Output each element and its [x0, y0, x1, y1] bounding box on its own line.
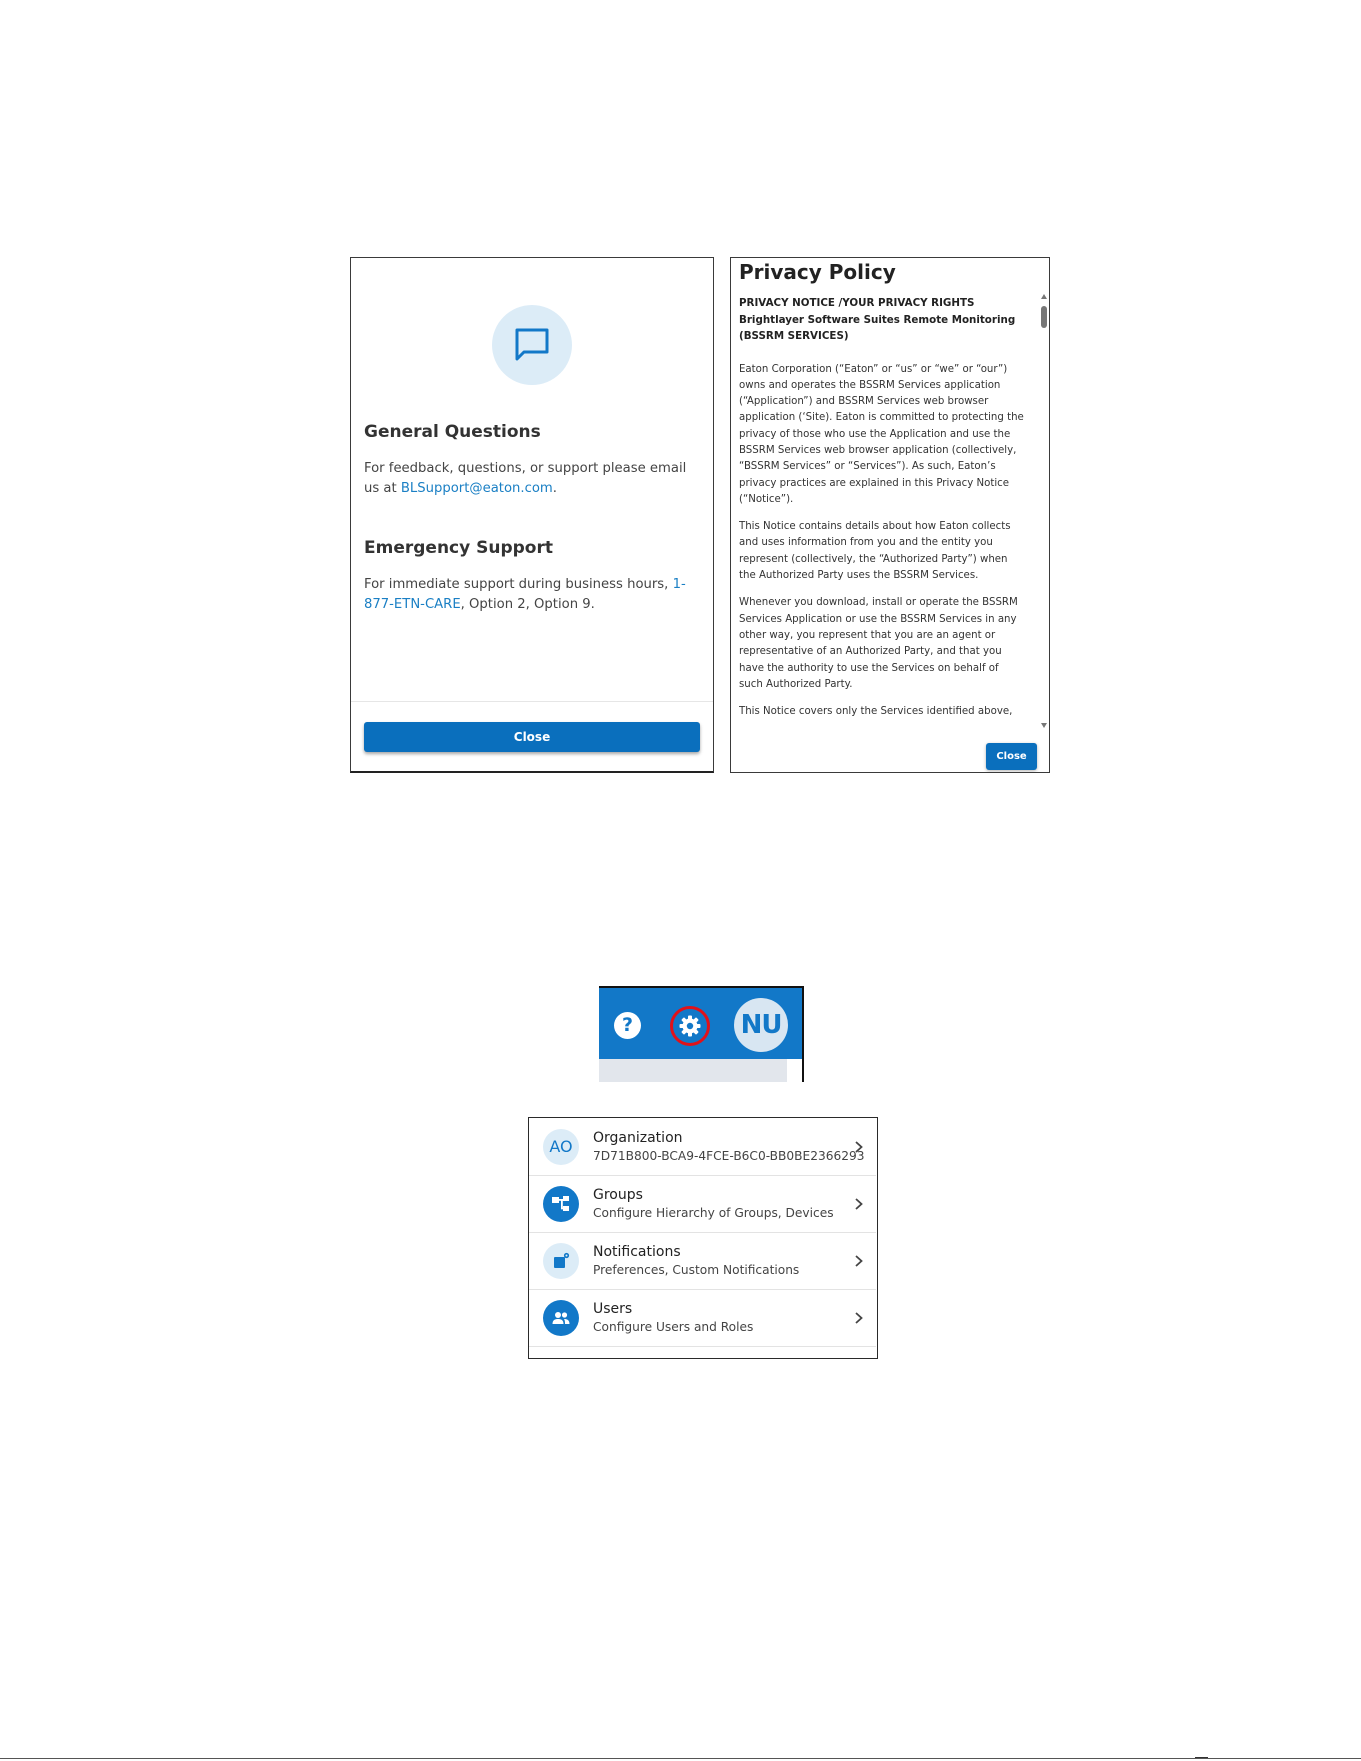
support-close-button[interactable]: Close [364, 722, 700, 752]
settings-item-title: Groups [593, 1187, 643, 1203]
settings-item-subtitle: Configure Hierarchy of Groups, Devices [593, 1206, 834, 1220]
gear-icon [678, 1014, 702, 1038]
emergency-text-pre: For immediate support during business hours, [364, 577, 673, 592]
hierarchy-icon [543, 1186, 579, 1222]
settings-item-subtitle: 7D71B800-BCA9-4FCE-B6C0-BB0BE2366293 [593, 1149, 865, 1163]
page-bottom-rule [0, 1758, 1361, 1759]
dialog-divider [351, 701, 713, 702]
emergency-support-heading: Emergency Support [364, 538, 553, 558]
settings-menu [528, 1117, 878, 1359]
privacy-notice-heading: PRIVACY NOTICE /YOUR PRIVACY RIGHTS Brightlayer Software Suites Remote Monitoring (BSSRM SERVICES) [739, 297, 1016, 342]
settings-item-subtitle: Preferences, Custom Notifications [593, 1263, 800, 1277]
settings-item-title: Users [593, 1301, 633, 1317]
user-avatar[interactable]: NU [734, 998, 788, 1052]
privacy-paragraph: This Notice covers only the Services identified above, [739, 706, 1013, 718]
chat-bubble-icon [492, 305, 572, 385]
emergency-support-text [364, 575, 699, 615]
settings-item-groups[interactable] [529, 1175, 876, 1233]
general-questions-heading: General Questions [364, 422, 541, 442]
header-subbar [599, 1059, 787, 1082]
chevron-right-icon [854, 1254, 864, 1268]
emergency-text-post: , Option 2, Option 9. [460, 597, 595, 612]
privacy-close-button[interactable]: Close [986, 743, 1037, 770]
app-header-snippet [599, 986, 804, 1082]
general-questions-text [364, 459, 699, 499]
privacy-policy-dialog [730, 257, 1050, 773]
privacy-scrollbar[interactable] [1040, 294, 1049, 728]
chevron-right-icon [854, 1140, 864, 1154]
settings-item-subtitle: Configure Users and Roles [593, 1320, 754, 1334]
page-corner-mark [1195, 1757, 1208, 1758]
scroll-up-arrow-icon[interactable] [1041, 294, 1047, 299]
settings-item-users[interactable] [529, 1289, 876, 1347]
snippet-border [802, 986, 804, 1082]
organization-avatar: AO [543, 1129, 579, 1165]
general-text-pre: For feedback, questions, or support please email us at [364, 461, 687, 496]
settings-item-title: Organization [593, 1130, 683, 1146]
privacy-policy-body[interactable] [739, 295, 1025, 723]
privacy-paragraph: This Notice contains details about how Eaton collects and uses information from you and the entity you represent (collectively, the “Authorized Party”) when the Authorized Party uses the BSSRM Services. [739, 521, 1011, 582]
users-icon [543, 1300, 579, 1336]
privacy-paragraph: Whenever you download, install or operate the BSSRM Services Application or use the BSSRM Services in any other way, you represent that you are an agent or representative of an Authorized Party, and that you have the authority to use the Services on behalf of such Authorized Party. [739, 597, 1018, 690]
support-email-link[interactable]: BLSupport@eaton.com [400, 481, 553, 496]
settings-item-notifications[interactable] [529, 1232, 876, 1290]
settings-item-organization[interactable] [529, 1118, 876, 1176]
privacy-paragraph: Eaton Corporation (“Eaton” or “us” or “we” or “our”) owns and operates the BSSRM Services application (“Application”) and BSSRM Services web browser application (‘Site). Eaton is committed to protecting the privacy of those who use the Application and use the BSSRM Services web browser application (collectively, “BSSRM Services” or “Services”). As such, Eaton’s privacy practices are explained in this Privacy Notice (“Notice”). [739, 363, 1024, 505]
general-text-post: . [552, 481, 557, 496]
support-phone-link[interactable]: 1-877-ETN-CARE [364, 577, 686, 612]
help-icon[interactable]: ? [614, 1012, 641, 1039]
scrollbar-thumb[interactable] [1041, 306, 1047, 328]
support-dialog [350, 257, 714, 773]
settings-item-title: Notifications [593, 1244, 681, 1260]
notification-icon [543, 1243, 579, 1279]
chevron-right-icon [854, 1197, 864, 1211]
settings-gear-highlight[interactable] [670, 1006, 710, 1046]
privacy-policy-title: Privacy Policy [739, 260, 896, 284]
scroll-down-arrow-icon[interactable] [1041, 723, 1047, 728]
chevron-right-icon [854, 1311, 864, 1325]
